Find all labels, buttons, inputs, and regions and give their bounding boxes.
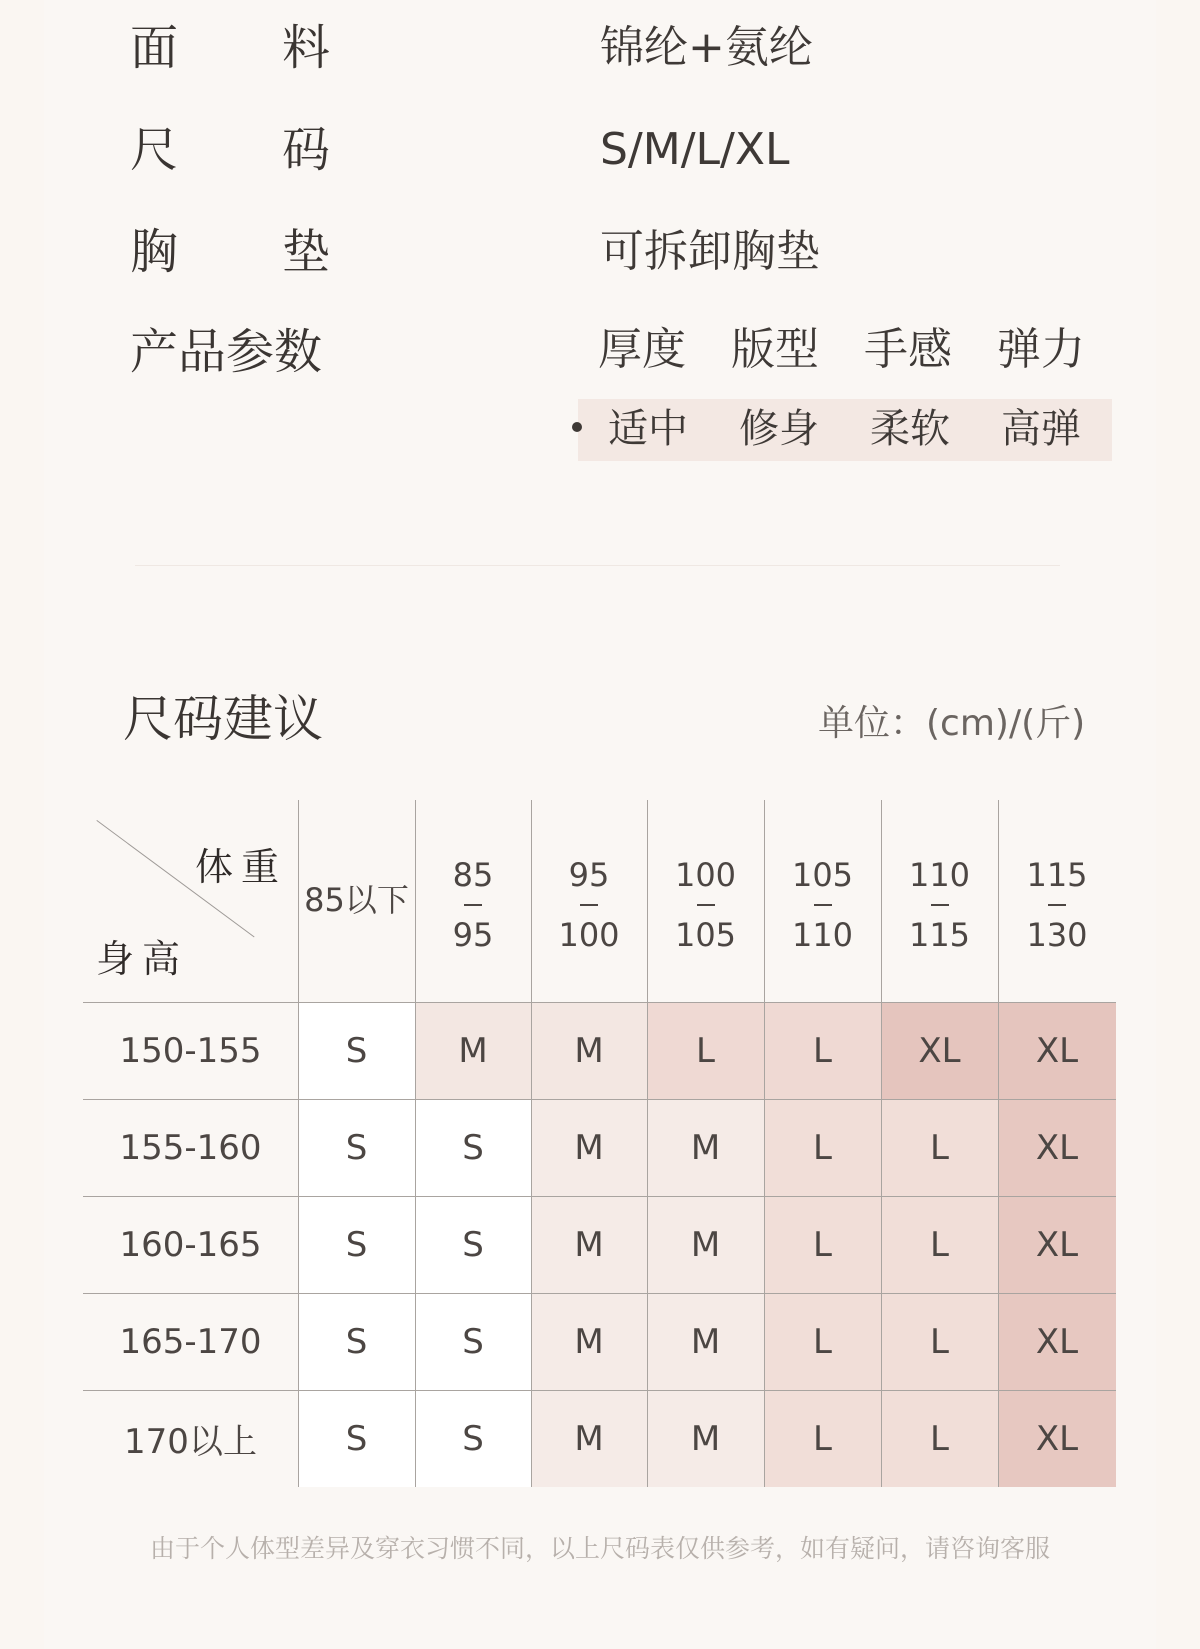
spec-row-padding [0, 222, 1200, 322]
size-cell: M [531, 1293, 647, 1390]
weight-header-dash [814, 904, 832, 906]
table-vertical-rule [415, 800, 416, 1487]
size-cell: S [415, 1099, 531, 1196]
unit-label: 单位：(cm)/(斤) [818, 703, 1086, 744]
size-cell: M [531, 1002, 647, 1099]
weight-header-to: 130 [1026, 916, 1088, 954]
table-horizontal-rule [83, 1002, 1116, 1003]
size-cell: M [647, 1390, 764, 1487]
size-cell: S [415, 1390, 531, 1487]
weight-header [298, 800, 415, 1002]
weight-header-from: 95 [568, 856, 610, 894]
size-cell: S [298, 1002, 415, 1099]
size-cell: XL [881, 1002, 998, 1099]
spec-label-char: 尺 [130, 122, 179, 178]
param-header: 弹力 [997, 324, 1085, 375]
size-cell: L [881, 1196, 998, 1293]
weight-header-dash [580, 904, 598, 906]
weight-header-from: 110 [908, 856, 971, 894]
size-section-title: 尺码建议 [123, 690, 323, 748]
weight-header-to: 115 [908, 916, 971, 954]
weight-header [881, 800, 998, 1002]
spec-value: 可拆卸胸垫 [600, 226, 820, 277]
corner-weight-label: 体重 [195, 845, 288, 889]
size-cell: S [298, 1099, 415, 1196]
spec-label [130, 18, 330, 78]
size-table [83, 800, 1116, 1492]
weight-header-to: 95 [452, 916, 494, 954]
weight-header-from: 115 [1026, 856, 1088, 894]
spec-value: 锦纶+氨纶 [600, 22, 813, 73]
spec-row-size [0, 120, 1200, 220]
height-row-label: 170以上 [124, 1422, 257, 1462]
size-cell: L [764, 1002, 881, 1099]
size-cell: M [647, 1099, 764, 1196]
size-cell: S [298, 1293, 415, 1390]
size-cell: XL [998, 1293, 1116, 1390]
size-cell: XL [998, 1196, 1116, 1293]
size-cell: XL [998, 1002, 1116, 1099]
size-cell: M [647, 1293, 764, 1390]
table-vertical-rule [764, 800, 765, 1487]
weight-header-from: 100 [674, 856, 737, 894]
spec-label [130, 222, 330, 282]
spec-value: S/M/L/XL [600, 124, 790, 175]
table-vertical-rule [647, 800, 648, 1487]
weight-header-dash [697, 904, 715, 906]
size-cell: S [415, 1293, 531, 1390]
weight-header-dash [464, 904, 482, 906]
size-cell: L [764, 1390, 881, 1487]
size-cell: M [415, 1002, 531, 1099]
table-horizontal-rule [83, 1390, 1116, 1391]
weight-header-dash [1048, 904, 1066, 906]
param-value: 高弹 [1001, 406, 1081, 452]
size-cell: L [764, 1099, 881, 1196]
size-cell: L [881, 1390, 998, 1487]
height-row-label: 150-155 [119, 1030, 262, 1071]
table-horizontal-rule [83, 1196, 1116, 1197]
weight-header [647, 800, 764, 1002]
size-cell: XL [998, 1099, 1116, 1196]
size-cell: L [647, 1002, 764, 1099]
table-corner [83, 800, 298, 1002]
table-horizontal-rule [83, 1099, 1116, 1100]
size-cell: S [415, 1196, 531, 1293]
height-row-label: 155-160 [119, 1127, 262, 1168]
size-cell: L [764, 1293, 881, 1390]
size-cell: L [764, 1196, 881, 1293]
spec-row-fabric [0, 18, 1200, 118]
table-vertical-rule [298, 800, 299, 1487]
param-header: 版型 [731, 324, 819, 375]
size-cell: M [647, 1196, 764, 1293]
weight-header-to: 100 [558, 916, 620, 954]
size-cell: M [531, 1390, 647, 1487]
weight-header-dash [931, 904, 949, 906]
weight-header-from: 85 [452, 856, 494, 894]
spec-label-char: 面 [130, 20, 179, 76]
corner-height-label: 身高 [96, 937, 189, 981]
bullet-dot [572, 422, 582, 432]
size-cell: L [881, 1293, 998, 1390]
param-header: 厚度 [598, 324, 686, 375]
size-cell: M [531, 1099, 647, 1196]
table-vertical-rule [881, 800, 882, 1487]
spec-label [130, 120, 330, 180]
params-label: 产品参数 [130, 324, 323, 380]
height-row-label: 165-170 [119, 1321, 262, 1362]
weight-header-to: 110 [791, 916, 854, 954]
footnote: 由于个人体型差异及穿衣习惯不同，以上尺码表仅供参考，如有疑问，请咨询客服 [149, 1534, 1050, 1563]
spec-label-char: 胸 [130, 224, 179, 280]
weight-header [415, 800, 531, 1002]
height-row-label: 160-165 [119, 1224, 262, 1265]
size-cell: S [298, 1196, 415, 1293]
weight-header-label: 85以下 [304, 881, 409, 919]
size-cell: S [298, 1390, 415, 1487]
section-divider [135, 565, 1060, 566]
spec-label-char: 垫 [281, 224, 330, 280]
weight-header-to: 105 [674, 916, 737, 954]
param-value: 柔软 [870, 406, 950, 452]
spec-label-char: 料 [281, 20, 330, 76]
param-header: 手感 [864, 324, 952, 375]
weight-header [764, 800, 881, 1002]
weight-header [531, 800, 647, 1002]
table-vertical-rule [998, 800, 999, 1487]
param-value: 修身 [739, 406, 819, 452]
size-cell: L [881, 1099, 998, 1196]
weight-header-from: 105 [791, 856, 854, 894]
param-value: 适中 [608, 406, 688, 452]
spec-label-char: 码 [281, 122, 330, 178]
size-cell: XL [998, 1390, 1116, 1487]
table-horizontal-rule [83, 1293, 1116, 1294]
size-cell: M [531, 1196, 647, 1293]
table-vertical-rule [531, 800, 532, 1487]
weight-header [998, 800, 1116, 1002]
